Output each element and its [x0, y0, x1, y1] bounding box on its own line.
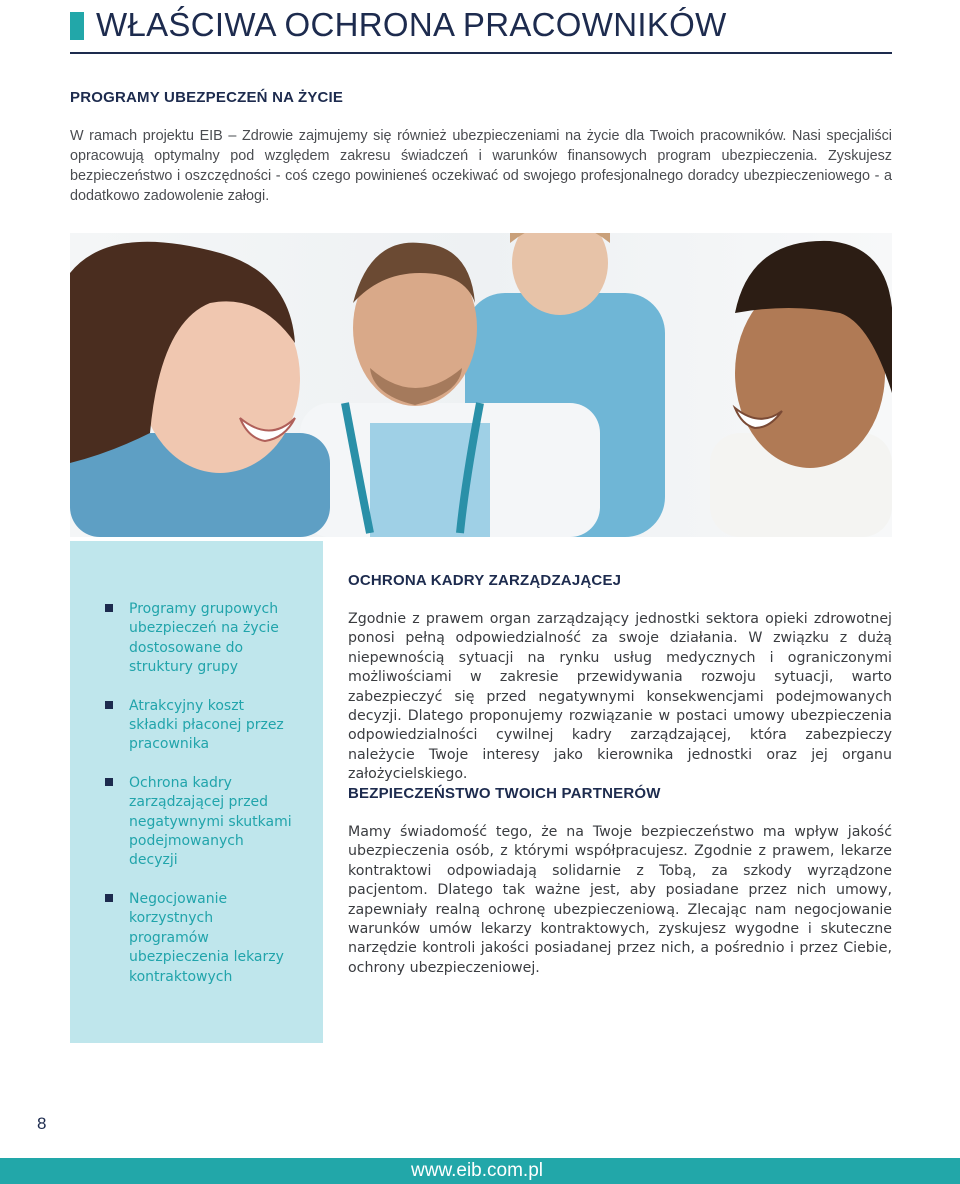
page-title: WŁAŚCIWA OCHRONA PRACOWNIKÓW	[96, 6, 727, 43]
square-bullet-icon	[105, 778, 113, 786]
management-paragraph: Zgodnie z prawem organ zarządzający jednostki sektora opieki zdrowotnej ponosi pełną odpowiedzialność za swoje działania. W związku z dużą niepewnością sytuacji na rynku usług medycznych i ograniczonymi możliwościami w zakresie przewidywania rozwoju sytuacji, warto zabezpieczyć się przed negatywnymi konsekwencjami podejmowanych decyzji. Dlatego proponujemy rozwiązanie w postaci umowy ubezpieczenia odpowiedzialności cywilnej kadry zarządzającej, która zabezpieczy należycie Twoje interesy jako kierownika jednostki oraz jej organu założycielskiego.	[348, 611, 892, 783]
benefit-item: Ochrona kadry zarządzającej przed negatywnymi skutkami podejmowanych decyzji	[70, 774, 323, 871]
page-number: 8	[37, 1114, 47, 1133]
partners-paragraph: Mamy świadomość tego, że na Twoje bezpieczeństwo ma wpływ jakość ubezpieczenia osób, z którymi współpracujesz. Zgodnie z prawem, lekarze kontraktowi odpowiadają solidarnie z Tobą, za szkody wyrządzone pacjentom. Dlatego tak ważne jest, aby posiadane przez nich umowy, zapewniały realną ochronę ubezpieczeniową. Zlecając nam negocjowanie warunków umów lekarzy kontraktowych, zyskujesz wygodne i skuteczne narzędzie kontroli jakości posiadanej przez nich, a pośrednio i przez Ciebie, ochrony ubezpieczeniowej.	[348, 824, 892, 976]
benefits-sidebar	[70, 541, 323, 1043]
medical-staff-photo	[70, 233, 892, 537]
square-bullet-icon	[105, 894, 113, 902]
benefit-item: Negocjowanie korzystnych programów ubezpieczenia lekarzy kontraktowych	[70, 890, 323, 987]
title-divider	[70, 52, 892, 54]
management-heading: OCHRONA KADRY ZARZĄDZAJĄCEJ	[348, 572, 622, 589]
square-bullet-icon	[105, 604, 113, 612]
benefits-list	[70, 600, 323, 1006]
square-bullet-icon	[105, 701, 113, 709]
title-accent-bar	[70, 12, 84, 40]
intro-heading: PROGRAMY UBEZPECZEŃ NA ŻYCIE	[70, 89, 344, 106]
footer-website-link[interactable]: www.eib.com.pl	[411, 1160, 543, 1181]
footer-bar	[0, 1158, 960, 1184]
benefit-item: Programy grupowych ubezpieczeń na życie dostosowane do struktury grupy	[70, 600, 323, 678]
partners-heading: BEZPIECZEŃSTWO TWOICH PARTNERÓW	[348, 785, 661, 802]
intro-paragraph: W ramach projektu EIB – Zdrowie zajmujemy się również ubezpieczeniami na życie dla Twoich pracowników. Nasi specjaliści opracowują optymalny pod względem zakresu świadczeń i warunków finansowych program ubezpieczenia. Zyskujesz bezpieczeństwo i oszczędności - coś czego powinieneś oczekiwać od swojego profesjonalnego doradcy ubezpieczeniowego - a dodatkowo zadowolenie załogi.	[70, 128, 892, 204]
benefit-item: Atrakcyjny koszt składki płaconej przez pracownika	[70, 697, 323, 755]
